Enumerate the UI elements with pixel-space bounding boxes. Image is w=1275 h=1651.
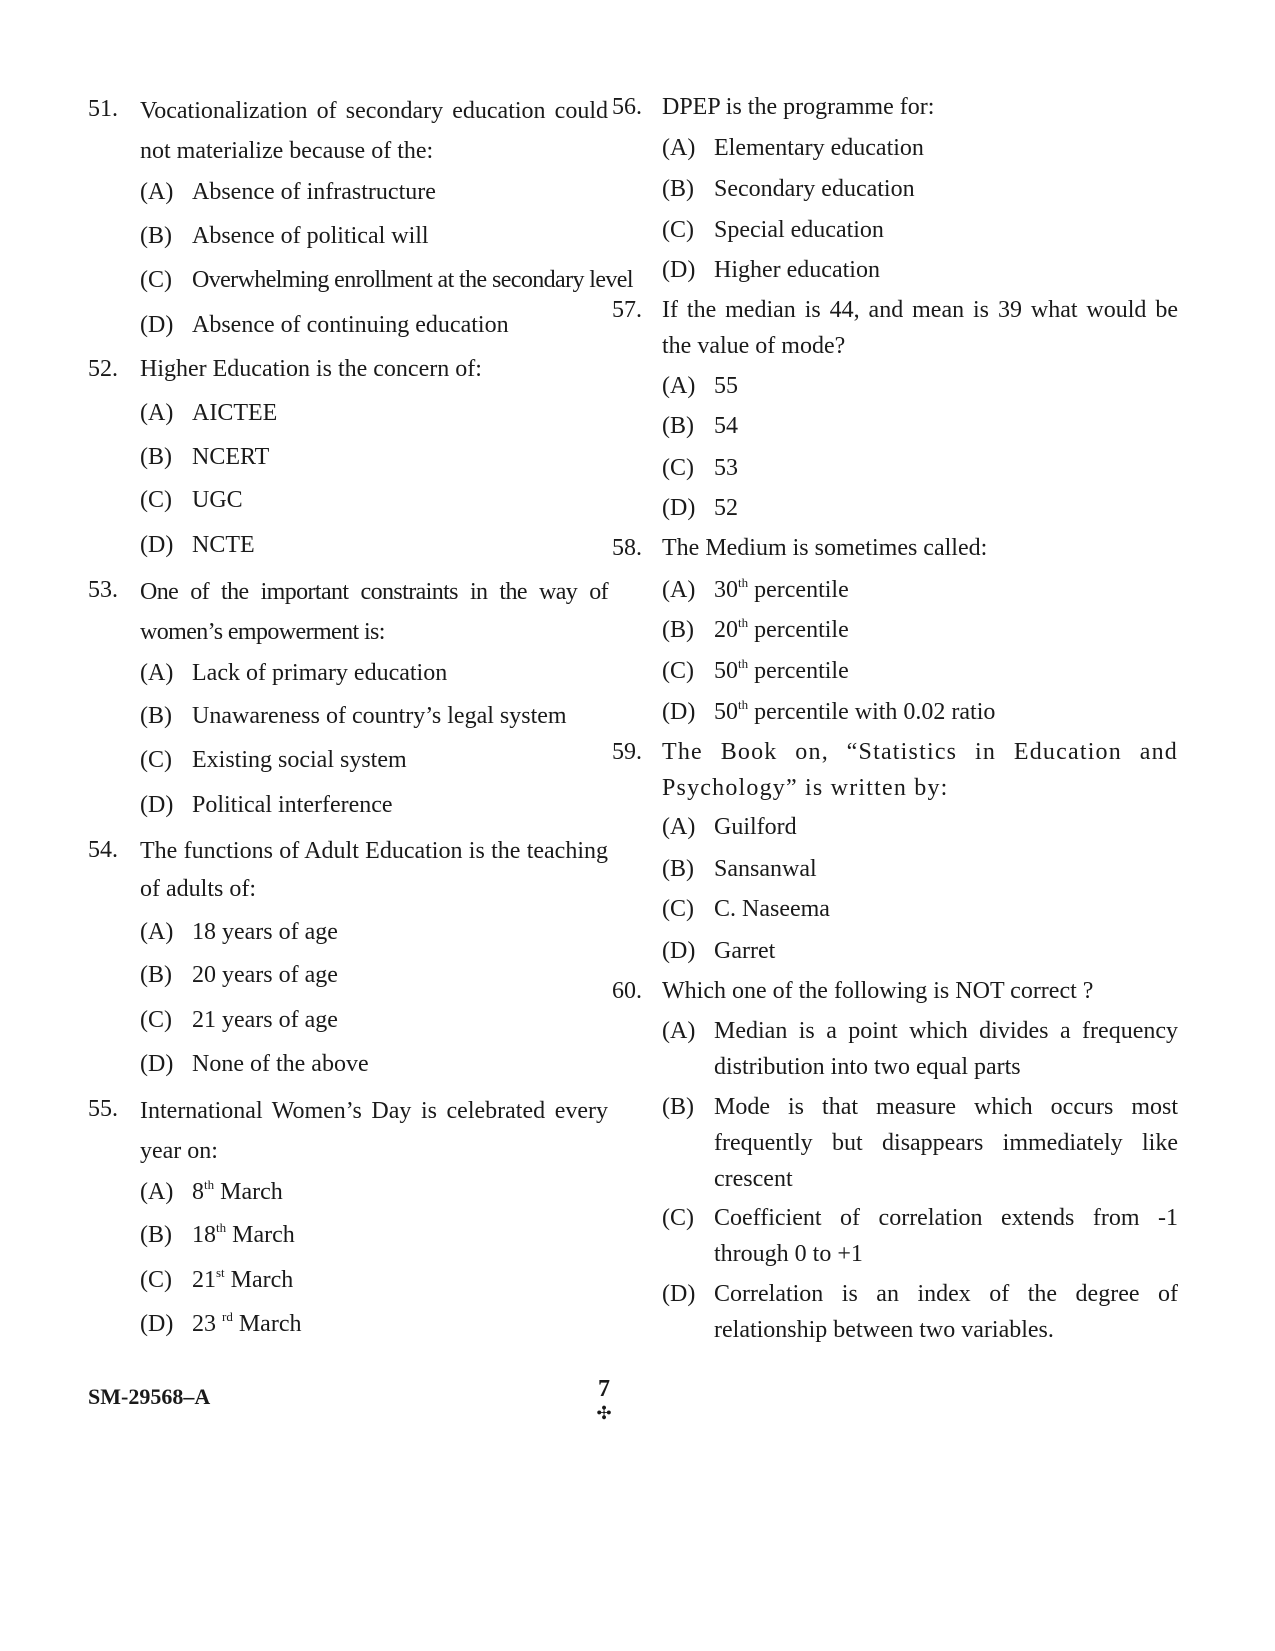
option-text: 20 years of age xyxy=(192,962,338,988)
option-label: (A) xyxy=(140,919,174,945)
option-55-a xyxy=(140,1174,608,1210)
option-text: NCERT xyxy=(192,444,270,470)
option-label: (C) xyxy=(140,1007,172,1033)
option-label: (A) xyxy=(662,1018,696,1044)
option-60-c xyxy=(662,1200,1178,1272)
option-53-d xyxy=(140,787,608,823)
option-label: (A) xyxy=(662,373,696,399)
option-55-c xyxy=(140,1262,608,1298)
option-53-b xyxy=(140,698,608,734)
question-51 xyxy=(88,91,608,171)
option-51-a xyxy=(140,174,608,210)
option-text: AICTEE xyxy=(192,400,278,426)
question-57 xyxy=(612,292,1178,364)
option-57-b xyxy=(662,408,1178,444)
option-label: (A) xyxy=(662,814,696,840)
question-number: 55. xyxy=(88,1096,118,1122)
question-52 xyxy=(88,351,608,387)
option-text: 23 $^{rd}$ March xyxy=(192,1309,302,1337)
question-60 xyxy=(612,973,1178,1009)
option-text: Sansanwal xyxy=(714,856,817,882)
option-label: (B) xyxy=(140,223,172,249)
option-text: Absence of continuing education xyxy=(192,312,509,338)
question-text: Higher Education is the concern of: xyxy=(140,356,482,382)
option-label: (B) xyxy=(662,856,694,882)
option-text: Median is a point which divides a frequency distribution into two equal parts xyxy=(714,1018,1178,1080)
option-text: Special education xyxy=(714,217,884,243)
option-60-b xyxy=(662,1089,1178,1197)
option-54-d xyxy=(140,1046,608,1082)
question-text: Which one of the following is NOT correct ? xyxy=(662,978,1094,1004)
option-text: Lack of primary education xyxy=(192,660,448,686)
option-text: Coefficient of correlation extends from -1 through 0 to +1 xyxy=(714,1205,1178,1267)
option-label: (B) xyxy=(140,1222,172,1248)
question-59 xyxy=(612,734,1178,806)
question-55 xyxy=(88,1091,608,1171)
option-label: (D) xyxy=(140,532,174,558)
option-text: 21st March xyxy=(192,1265,294,1293)
question-number: 60. xyxy=(612,978,642,1004)
option-60-a xyxy=(662,1013,1178,1085)
question-text: The functions of Adult Education is the teaching of adults of: xyxy=(140,838,608,902)
question-text: If the median is 44, and mean is 39 what would be the value of mode? xyxy=(662,297,1178,359)
option-text: Political interference xyxy=(192,792,393,818)
option-label: (D) xyxy=(662,699,696,725)
option-text: NCTE xyxy=(192,532,255,558)
option-text: Absence of political will xyxy=(192,223,429,249)
question-number: 58. xyxy=(612,535,642,561)
option-text: C. Naseema xyxy=(714,896,830,922)
question-56 xyxy=(612,89,1178,125)
question-number: 57. xyxy=(612,297,642,323)
question-number: 51. xyxy=(88,96,118,122)
option-59-a xyxy=(662,809,1178,845)
option-text: Secondary education xyxy=(714,176,915,202)
option-text: UGC xyxy=(192,487,243,513)
option-label: (C) xyxy=(140,1267,172,1293)
option-text: Mode is that measure which occurs most frequently but disappears immediately like crescent xyxy=(714,1094,1178,1192)
option-text: 54 xyxy=(714,413,738,439)
question-number: 54. xyxy=(88,837,118,863)
question-number: 53. xyxy=(88,577,118,603)
option-51-b xyxy=(140,218,608,254)
option-53-c xyxy=(140,742,608,778)
option-57-c xyxy=(662,450,1178,486)
option-label: (C) xyxy=(662,455,694,481)
option-59-c xyxy=(662,891,1178,927)
option-label: (B) xyxy=(662,617,694,643)
question-58 xyxy=(612,530,1178,566)
option-54-b xyxy=(140,957,608,993)
option-text: 55 xyxy=(714,373,738,399)
option-56-d xyxy=(662,252,1178,288)
option-text: Guilford xyxy=(714,814,797,840)
option-label: (C) xyxy=(662,1205,694,1231)
question-number: 52. xyxy=(88,356,118,382)
option-label: (B) xyxy=(140,444,172,470)
question-text: DPEP is the programme for: xyxy=(662,94,935,120)
option-label: (C) xyxy=(140,267,172,293)
option-label: (D) xyxy=(140,1051,174,1077)
option-label: (D) xyxy=(662,257,696,283)
option-label: (D) xyxy=(140,312,174,338)
option-label: (C) xyxy=(662,896,694,922)
option-56-b xyxy=(662,171,1178,207)
question-text: Vocationalization of secondary education could not materialize because of the: xyxy=(140,98,608,164)
option-text: Correlation is an index of the degree of relationship between two variables. xyxy=(714,1281,1178,1343)
option-label: (A) xyxy=(662,135,696,161)
option-text: 50th percentile xyxy=(714,656,849,684)
option-label: (A) xyxy=(662,577,696,603)
option-text: 21 years of age xyxy=(192,1007,338,1033)
option-label: (B) xyxy=(662,176,694,202)
option-label: (C) xyxy=(662,658,694,684)
option-51-d xyxy=(140,307,608,343)
option-label: (C) xyxy=(140,747,172,773)
option-57-a xyxy=(662,368,1178,404)
option-58-b xyxy=(662,612,1178,648)
option-52-c xyxy=(140,482,608,518)
option-label: (A) xyxy=(140,1179,174,1205)
question-54 xyxy=(88,832,608,908)
question-number: 59. xyxy=(612,739,642,765)
option-label: (D) xyxy=(662,495,696,521)
option-label: (A) xyxy=(140,179,174,205)
option-text: Unawareness of country’s legal system xyxy=(192,703,567,729)
option-60-d xyxy=(662,1276,1178,1348)
question-53 xyxy=(88,572,608,652)
option-text: 53 xyxy=(714,455,738,481)
option-label: (C) xyxy=(662,217,694,243)
page-number: 7 xyxy=(598,1376,610,1402)
question-text: One of the important constraints in the way of women’s empowerment is: xyxy=(140,579,608,645)
option-55-b xyxy=(140,1217,608,1253)
option-label: (B) xyxy=(140,962,172,988)
option-55-d xyxy=(140,1306,608,1342)
registration-mark-icon: ✣ xyxy=(596,1403,612,1423)
option-54-c xyxy=(140,1002,608,1038)
option-text: 52 xyxy=(714,495,738,521)
question-text: International Women’s Day is celebrated every year on: xyxy=(140,1098,608,1164)
option-text: 20th percentile xyxy=(714,615,849,643)
option-label: (B) xyxy=(662,413,694,439)
option-52-a xyxy=(140,395,608,431)
option-57-d xyxy=(662,490,1178,526)
option-58-d xyxy=(662,694,1178,730)
question-text: The Medium is sometimes called: xyxy=(662,535,988,561)
option-51-c xyxy=(140,262,633,298)
option-label: (C) xyxy=(140,487,172,513)
option-54-a xyxy=(140,914,608,950)
option-text: 18 years of age xyxy=(192,919,338,945)
option-53-a xyxy=(140,655,608,691)
option-label: (D) xyxy=(140,1311,174,1337)
option-text: Existing social system xyxy=(192,747,407,773)
option-text: Absence of infrastructure xyxy=(192,179,436,205)
option-label: (A) xyxy=(140,660,174,686)
option-label: (D) xyxy=(662,1281,696,1307)
option-58-a xyxy=(662,572,1178,608)
option-label: (D) xyxy=(140,792,174,818)
option-52-d xyxy=(140,527,608,563)
option-text: Garret xyxy=(714,938,776,964)
question-text: The Book on, “Statistics in Education and Psychology” is written by: xyxy=(662,739,1178,801)
option-text: Overwhelming enrollment at the secondary level xyxy=(192,267,633,293)
option-text: 8th March xyxy=(192,1177,283,1205)
option-text: Higher education xyxy=(714,257,880,283)
option-text: 30th percentile xyxy=(714,575,849,603)
option-56-c xyxy=(662,212,1178,248)
option-text: 50th percentile with 0.02 ratio xyxy=(714,697,996,725)
option-58-c xyxy=(662,653,1178,689)
option-label: (A) xyxy=(140,400,174,426)
option-label: (D) xyxy=(662,938,696,964)
option-label: (B) xyxy=(140,703,172,729)
option-label: (B) xyxy=(662,1094,694,1120)
option-text: Elementary education xyxy=(714,135,924,161)
option-text: None of the above xyxy=(192,1051,369,1077)
paper-code: SM-29568–A xyxy=(88,1384,211,1409)
option-59-d xyxy=(662,933,1178,969)
option-59-b xyxy=(662,851,1178,887)
question-number: 56. xyxy=(612,94,642,120)
option-52-b xyxy=(140,439,608,475)
option-text: 18th March xyxy=(192,1220,295,1248)
option-56-a xyxy=(662,130,1178,166)
